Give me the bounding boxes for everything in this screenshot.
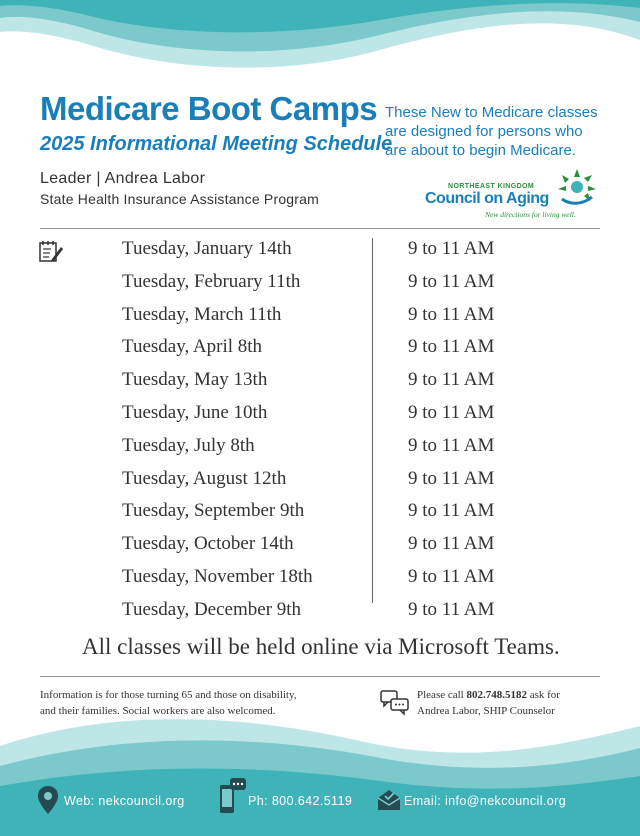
- schedule-time: 9 to 11 AM: [408, 336, 495, 358]
- page-title: Medicare Boot Camps: [40, 90, 378, 127]
- call-prefix: Please call: [417, 689, 467, 701]
- schedule-date: Tuesday, January 14th: [122, 238, 292, 259]
- location-pin-icon: [36, 785, 60, 815]
- schedule-row: [122, 562, 522, 595]
- intro-line: These New to Medicare classes: [385, 104, 598, 121]
- logo-name-text: Council on Aging: [425, 190, 549, 207]
- leader-line: Leader | Andrea Labor: [40, 170, 206, 187]
- sun-logo-icon: [552, 165, 602, 215]
- schedule-time: 9 to 11 AM: [408, 369, 495, 391]
- call-suffix: ask for: [526, 689, 560, 701]
- schedule-time: 9 to 11 AM: [408, 238, 495, 259]
- schedule-time: 9 to 11 AM: [408, 598, 495, 620]
- schedule-date: Tuesday, October 14th: [122, 533, 294, 555]
- schedule-row: [122, 595, 522, 628]
- program-name: State Health Insurance Assistance Program: [40, 191, 320, 207]
- schedule-date: Tuesday, August 12th: [122, 467, 287, 489]
- footer-email-link[interactable]: Email: info@nekcouncil.org: [404, 794, 567, 808]
- online-note: All classes will be held online via Microsoft Teams.: [82, 634, 560, 659]
- intro-text: [385, 103, 625, 160]
- schedule-row: [122, 234, 522, 267]
- schedule-row: [122, 496, 522, 529]
- mail-icon: [376, 788, 402, 812]
- logo-kingdom-text: NORTHEAST KINGDOM: [448, 183, 535, 190]
- phone-chat-icon: [218, 777, 248, 815]
- schedule-time: 9 to 11 AM: [408, 434, 495, 456]
- schedule-time: 9 to 11 AM: [408, 303, 495, 325]
- schedule-date: Tuesday, December 9th: [122, 598, 302, 620]
- schedule-row: [122, 267, 522, 300]
- page-subtitle: 2025 Informational Meeting Schedule: [40, 133, 393, 155]
- counselor-phone[interactable]: 802.748.5182: [466, 689, 527, 701]
- logo-tagline-text: New directions for living well.: [485, 210, 576, 219]
- schedule-time: 9 to 11 AM: [408, 467, 495, 489]
- schedule-time: 9 to 11 AM: [408, 533, 495, 555]
- schedule-date: Tuesday, May 13th: [122, 369, 268, 391]
- schedule-time: 9 to 11 AM: [408, 270, 495, 292]
- schedule-date: Tuesday, February 11th: [122, 270, 301, 292]
- schedule-date: Tuesday, September 9th: [122, 500, 305, 522]
- schedule-row: [122, 431, 522, 464]
- info-line: and their families. Social workers are also welcomed.: [40, 705, 276, 717]
- counselor-name: Andrea Labor, SHIP Counselor: [417, 705, 555, 717]
- info-line: Information is for those turning 65 and those on disability,: [40, 689, 297, 701]
- schedule-row: [122, 332, 522, 365]
- schedule-row: [122, 464, 522, 497]
- schedule-time: 9 to 11 AM: [408, 565, 495, 587]
- council-logo: [420, 165, 610, 225]
- schedule-date: Tuesday, November 18th: [122, 565, 313, 587]
- intro-line: are designed for persons who: [385, 123, 583, 140]
- footer-bar: [0, 785, 640, 819]
- intro-line: are about to begin Medicare.: [385, 142, 576, 159]
- schedule-date: Tuesday, April 8th: [122, 336, 263, 358]
- schedule-row: [122, 365, 522, 398]
- schedule-date: Tuesday, June 10th: [122, 401, 268, 423]
- schedule-row: [122, 398, 522, 431]
- schedule-time: 9 to 11 AM: [408, 401, 495, 423]
- bottom-divider: [40, 676, 600, 677]
- schedule-date: Tuesday, March 11th: [122, 303, 282, 325]
- footer-phone[interactable]: Ph: 800.642.5119: [248, 794, 353, 808]
- schedule-row: [122, 529, 522, 562]
- footer-web-link[interactable]: Web: nekcouncil.org: [64, 794, 185, 808]
- schedule-row: [122, 300, 522, 333]
- schedule-table: [122, 234, 522, 628]
- top-divider: [40, 228, 600, 229]
- notepad-icon: [38, 239, 64, 263]
- schedule-date: Tuesday, July 8th: [122, 434, 255, 456]
- schedule-time: 9 to 11 AM: [408, 500, 495, 522]
